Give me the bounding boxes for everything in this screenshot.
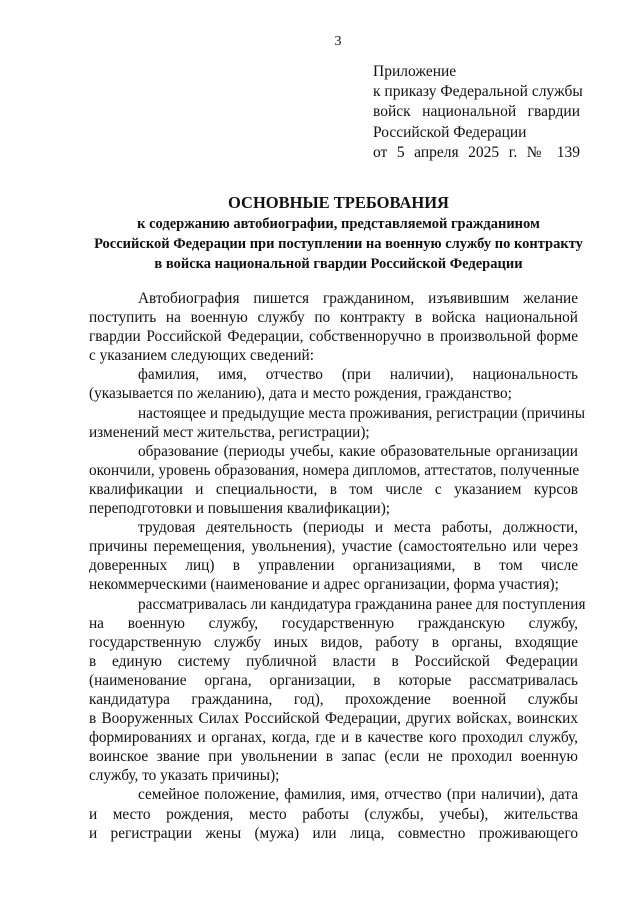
paragraph-line: настоящее и предыдущие места проживания, регистрации (причины: [138, 404, 586, 422]
document-heading: [60, 192, 617, 274]
paragraph: [89, 785, 578, 842]
document-title: ОСНОВНЫЕ ТРЕБОВАНИЯ: [228, 193, 449, 212]
paragraph-line: на военную службу, государственную гражданскую службу,: [89, 614, 578, 632]
paragraph-line: и регистрации жены (мужа) или лица, совместно проживающего: [89, 824, 578, 842]
paragraph-line: (указывается по желанию), дата и место рождения, гражданство;: [89, 385, 512, 403]
paragraph-line: Автобиография пишется гражданином, изъявившим желание: [138, 290, 578, 307]
paragraph-line: кандидатура гражданина, год), прохождение военной службы: [89, 690, 578, 708]
paragraph-line: в Вооруженных Силах Российской Федерации, других войсках, воинских: [89, 710, 578, 728]
appendix-line: к приказу Федеральной службы: [373, 83, 583, 101]
paragraph-line: в единую систему публичной власти в Российской Федерации: [89, 652, 578, 670]
paragraph: [89, 365, 578, 403]
paragraph: [89, 404, 586, 442]
paragraph-line: (наименование органа, организации, в которые рассматривалась: [89, 671, 578, 689]
paragraph-line: гвардии Российской Федерации, собственноручно в произвольной форме: [89, 328, 578, 346]
document-subtitle-line: в войска национальной гвардии Российской Федерации: [154, 256, 523, 272]
paragraph-line: поступить на военную службу по контракту в войска национальной: [89, 309, 578, 327]
paragraph: [89, 518, 578, 594]
paragraph-line: доверенных лиц) в управлении организациями, в том числе: [89, 557, 578, 575]
body-text: [89, 289, 586, 843]
paragraph-line: квалификации и специальности, в том числе с указанием курсов: [89, 480, 578, 498]
appendix-line: войск национальной гвардии: [373, 103, 580, 121]
page-number: 3: [334, 34, 342, 49]
paragraph-line: воинское звание при увольнении в запас (если не проходил военную: [89, 748, 578, 766]
paragraph-line: причины перемещения, увольнения), участие (самостоятельно или через: [89, 538, 578, 556]
paragraph-line: и место рождения, место работы (службы, учебы), жительства: [89, 805, 578, 823]
paragraph-line: окончили, уровень образования, номера дипломов, аттестатов, полученные: [89, 461, 580, 479]
appendix-line: Российской Федерации: [373, 123, 527, 141]
paragraph-line: формированиях и органах, когда, где и в качестве кого проходил службу,: [89, 729, 578, 747]
paragraph-line: с указанием следующих сведений:: [89, 347, 314, 365]
paragraph-line: семейное положение, фамилия, имя, отчество (при наличии), дата: [138, 786, 578, 804]
paragraph-line: трудовая деятельность (периоды и места работы, должности,: [138, 519, 578, 537]
document-subtitle-line: к содержанию автобиографии, представляемой гражданином: [137, 216, 540, 232]
appendix-line: Приложение: [373, 63, 457, 80]
paragraph-line: образование (периоды учебы, какие образовательные организации: [138, 442, 578, 460]
appendix-line: от 5 апреля 2025 г. № 139: [373, 143, 580, 161]
paragraph: [89, 595, 586, 786]
paragraph-line: переподготовки и повышения квалификации);: [89, 500, 391, 518]
paragraph-line: рассматривалась ли кандидатура гражданина ранее для поступления: [138, 595, 586, 613]
paragraph-line: государственную службу иных видов, работу в органы, входящие: [89, 633, 578, 651]
paragraph-line: фамилия, имя, отчество (при наличии), национальность: [138, 366, 578, 384]
paragraph-line: некоммерческими (наименование и адрес организации, форма участия);: [89, 576, 559, 594]
paragraph-line: службу, то указать причины);: [89, 767, 280, 785]
paragraph-line: изменений мест жительства, регистрации);: [89, 423, 370, 441]
document-subtitle-line: Российской Федерации при поступлении на военную службу по контракту: [94, 236, 583, 252]
paragraph: [89, 442, 578, 518]
paragraph: [89, 289, 578, 365]
appendix-block: [373, 62, 583, 163]
